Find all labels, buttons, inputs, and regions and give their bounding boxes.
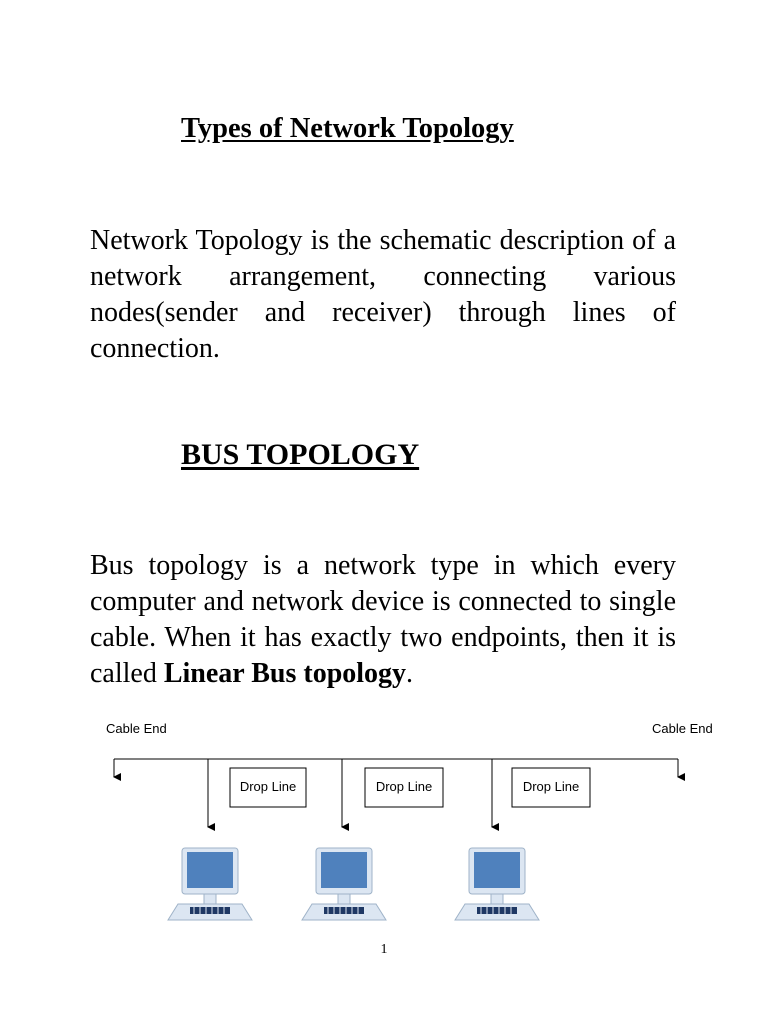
computer-icon: [455, 848, 539, 920]
bus-text-before: Bus topology is a network type in which every computer and network device is connected to single cable. When it has exactly two endpoints, then it is called: [90, 550, 676, 689]
drop-line-label-2: Drop Line: [375, 779, 433, 794]
computer-icon: [168, 848, 252, 920]
bus-text-bold: Linear Bus topology: [163, 658, 407, 689]
intro-paragraph: Network Topology is the schematic description of a network arrangement, connecting various nodes(sender and receiver) through lines of connection.: [90, 225, 676, 364]
cable-end-right-label: Cable End: [652, 721, 713, 736]
drop-line-label-3: Drop Line: [522, 779, 580, 794]
page-title: Types of Network Topology: [181, 113, 514, 144]
bus-topology-diagram: [0, 700, 768, 940]
drop-line-label-1: Drop Line: [239, 779, 297, 794]
computer-icon: [302, 848, 386, 920]
section-heading-bus: BUS TOPOLOGY: [181, 438, 420, 471]
cable-end-left-label: Cable End: [106, 721, 167, 736]
bus-text-after: .: [406, 658, 414, 689]
page-number: 1: [380, 942, 388, 957]
bus-paragraph: [90, 548, 676, 692]
